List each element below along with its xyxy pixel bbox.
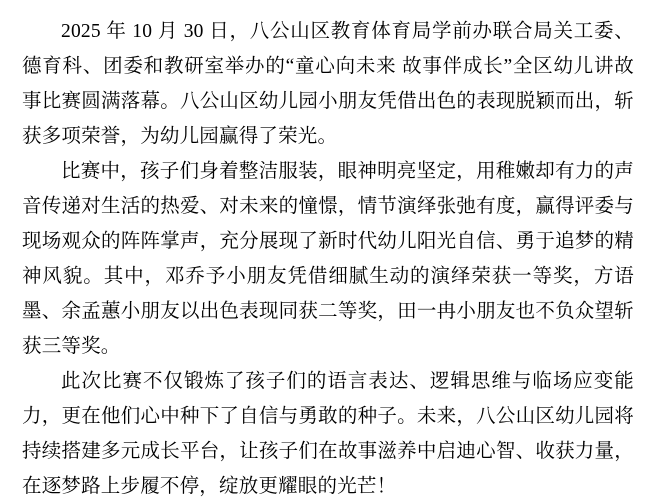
paragraph-3: 此次比赛不仅锻炼了孩子们的语言表达、逻辑思维与临场应变能力，更在他们心中种下了自信与勇敢的种子。未来，八公山区幼儿园将持续搭建多元成长平台，让孩子们在故事滋养中启迪心智、收获力量，在逐梦路上步履不停，绽放更耀眼的光芒！ bbox=[22, 371, 634, 497]
paragraph-2: 比赛中，孩子们身着整洁服装，眼神明亮坚定，用稚嫩却有力的声音传递对生活的热爱、对未来的憧憬，情节演绎张弛有度，赢得评委与现场观众的阵阵掌声，充分展现了新时代幼儿阳光自信、勇于追梦的精神风貌。其中，邓乔予小朋友凭借细腻生动的演绎荣获一等奖，方语墨、余孟蕙小朋友以出色表现同获二等奖，田一冉小朋友也不负众望斩获三等奖。 bbox=[22, 161, 634, 357]
paragraph-1: 2025 年 10 月 30 日，八公山区教育体育局学前办联合局关工委、德育科、团委和教研室举办的“童心向未来 故事伴成长”全区幼儿讲故事比赛圆满落幕。八公山区幼儿园小朋友凭借出色的表现脱颖而出，斩获多项荣誉，为幼儿园赢得了荣光。 bbox=[22, 21, 634, 147]
